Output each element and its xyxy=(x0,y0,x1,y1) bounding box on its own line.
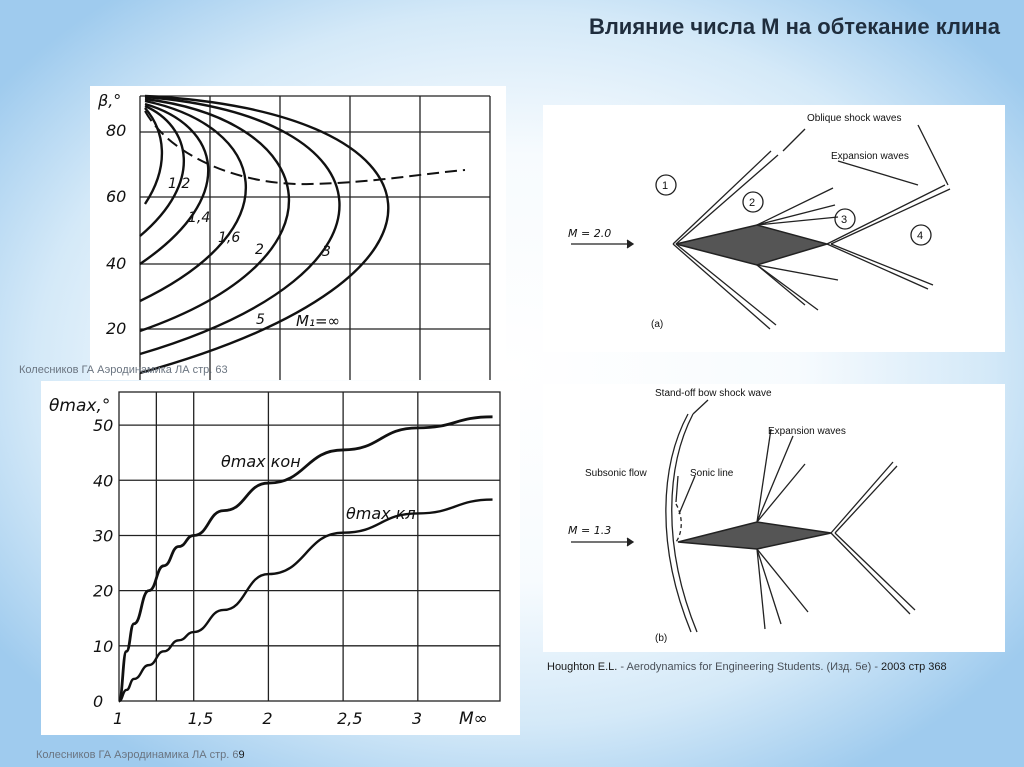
shock-diagram-b-drawing xyxy=(543,384,1005,652)
theta-x-tick: 3 xyxy=(411,709,423,728)
wedge-shape-b xyxy=(678,522,831,549)
theta-y-tick: 40 xyxy=(93,471,114,491)
source-year-page: 2003 стр 368 xyxy=(881,661,947,673)
beta-chart-caption: Колесников ГА Аэродинамика ЛА стр. 63 xyxy=(19,364,228,376)
diagram-b-mach: M = 1.3 xyxy=(568,524,612,537)
shock-diagram-a-drawing xyxy=(543,105,1005,352)
curve-label-1-4: 1,4 xyxy=(188,210,211,226)
diagram-a-mach: M = 2.0 xyxy=(568,227,612,240)
theta-x-tick: 2 xyxy=(262,709,273,728)
diagram-a-tag: (a) xyxy=(651,319,664,330)
label-subsonic-flow: Subsonic flow xyxy=(585,468,647,479)
theta-x-tick: 2,5 xyxy=(337,709,363,728)
theta-x-tick: 1,5 xyxy=(187,709,214,728)
region-1: 1 xyxy=(662,180,669,192)
shock-diagram-a xyxy=(543,105,1005,352)
theta-series-line-1 xyxy=(119,500,493,701)
curve-label-1-2: 1,2 xyxy=(168,176,191,192)
label-expansion-a: Expansion waves xyxy=(831,151,909,162)
label-bow-shock: Stand-off bow shock wave xyxy=(655,388,772,399)
region-2: 2 xyxy=(749,197,756,209)
theta-y-tick: 10 xyxy=(93,636,114,656)
beta-tick-40: 40 xyxy=(106,254,127,273)
theta-caption-suffix: 9 xyxy=(238,749,245,761)
curve-label-3: 3 xyxy=(322,244,331,260)
beta-chart-panel xyxy=(90,86,506,380)
shock-diagram-b xyxy=(543,384,1005,652)
label-oblique-shock: Oblique shock waves xyxy=(807,113,902,124)
beta-curves xyxy=(140,96,388,373)
max-angle-dashed-line xyxy=(145,111,465,184)
series-label-wedge: θmax кл xyxy=(346,504,416,523)
theta-chart-caption xyxy=(36,749,245,761)
theta-y-tick: 50 xyxy=(93,416,114,436)
theta-series-line-0 xyxy=(119,417,493,701)
theta-max-chart xyxy=(41,381,520,735)
curve-label-1-6: 1,6 xyxy=(218,230,241,246)
beta-axis-label: β,° xyxy=(98,91,122,110)
theta-series xyxy=(119,417,493,701)
curve-label-2: 2 xyxy=(255,242,264,258)
beta-tick-20: 20 xyxy=(106,319,127,338)
source-text: - Aerodynamics for Engineering Students. (Изд. 5е) - xyxy=(617,661,882,673)
theta-x-tick: 1 xyxy=(113,709,124,728)
theta-y-axis-label: θmax,° xyxy=(49,396,111,416)
source-author: Houghton E.L. xyxy=(547,661,618,673)
theta-y-tick: 30 xyxy=(93,526,114,546)
slide-title: Влияние числа М на обтекание клина xyxy=(588,14,1000,39)
curve-label-m-inf: M₁=∞ xyxy=(296,312,341,330)
label-expansion-b: Expansion waves xyxy=(768,426,846,437)
beta-tick-80: 80 xyxy=(106,121,127,140)
source-caption xyxy=(547,661,947,673)
curve-label-5: 5 xyxy=(256,312,265,328)
beta-chart xyxy=(90,86,506,380)
theta-caption-prefix: Колесников ГА Аэродинамика ЛА стр. 6 xyxy=(36,749,239,761)
wedge-shape-a xyxy=(676,225,827,265)
label-sonic-line: Sonic line xyxy=(690,468,734,479)
beta-tick-60: 60 xyxy=(106,187,127,206)
theta-chart-panel xyxy=(41,381,520,735)
series-label-cone: θmax кон xyxy=(221,452,301,471)
region-3: 3 xyxy=(841,214,848,226)
diagram-b-lines xyxy=(571,400,915,632)
region-4: 4 xyxy=(917,230,924,242)
theta-y-tick: 0 xyxy=(93,692,104,711)
theta-x-axis-label: M∞ xyxy=(459,709,488,729)
theta-y-tick: 20 xyxy=(93,581,114,601)
diagram-b-tag: (b) xyxy=(655,633,668,644)
